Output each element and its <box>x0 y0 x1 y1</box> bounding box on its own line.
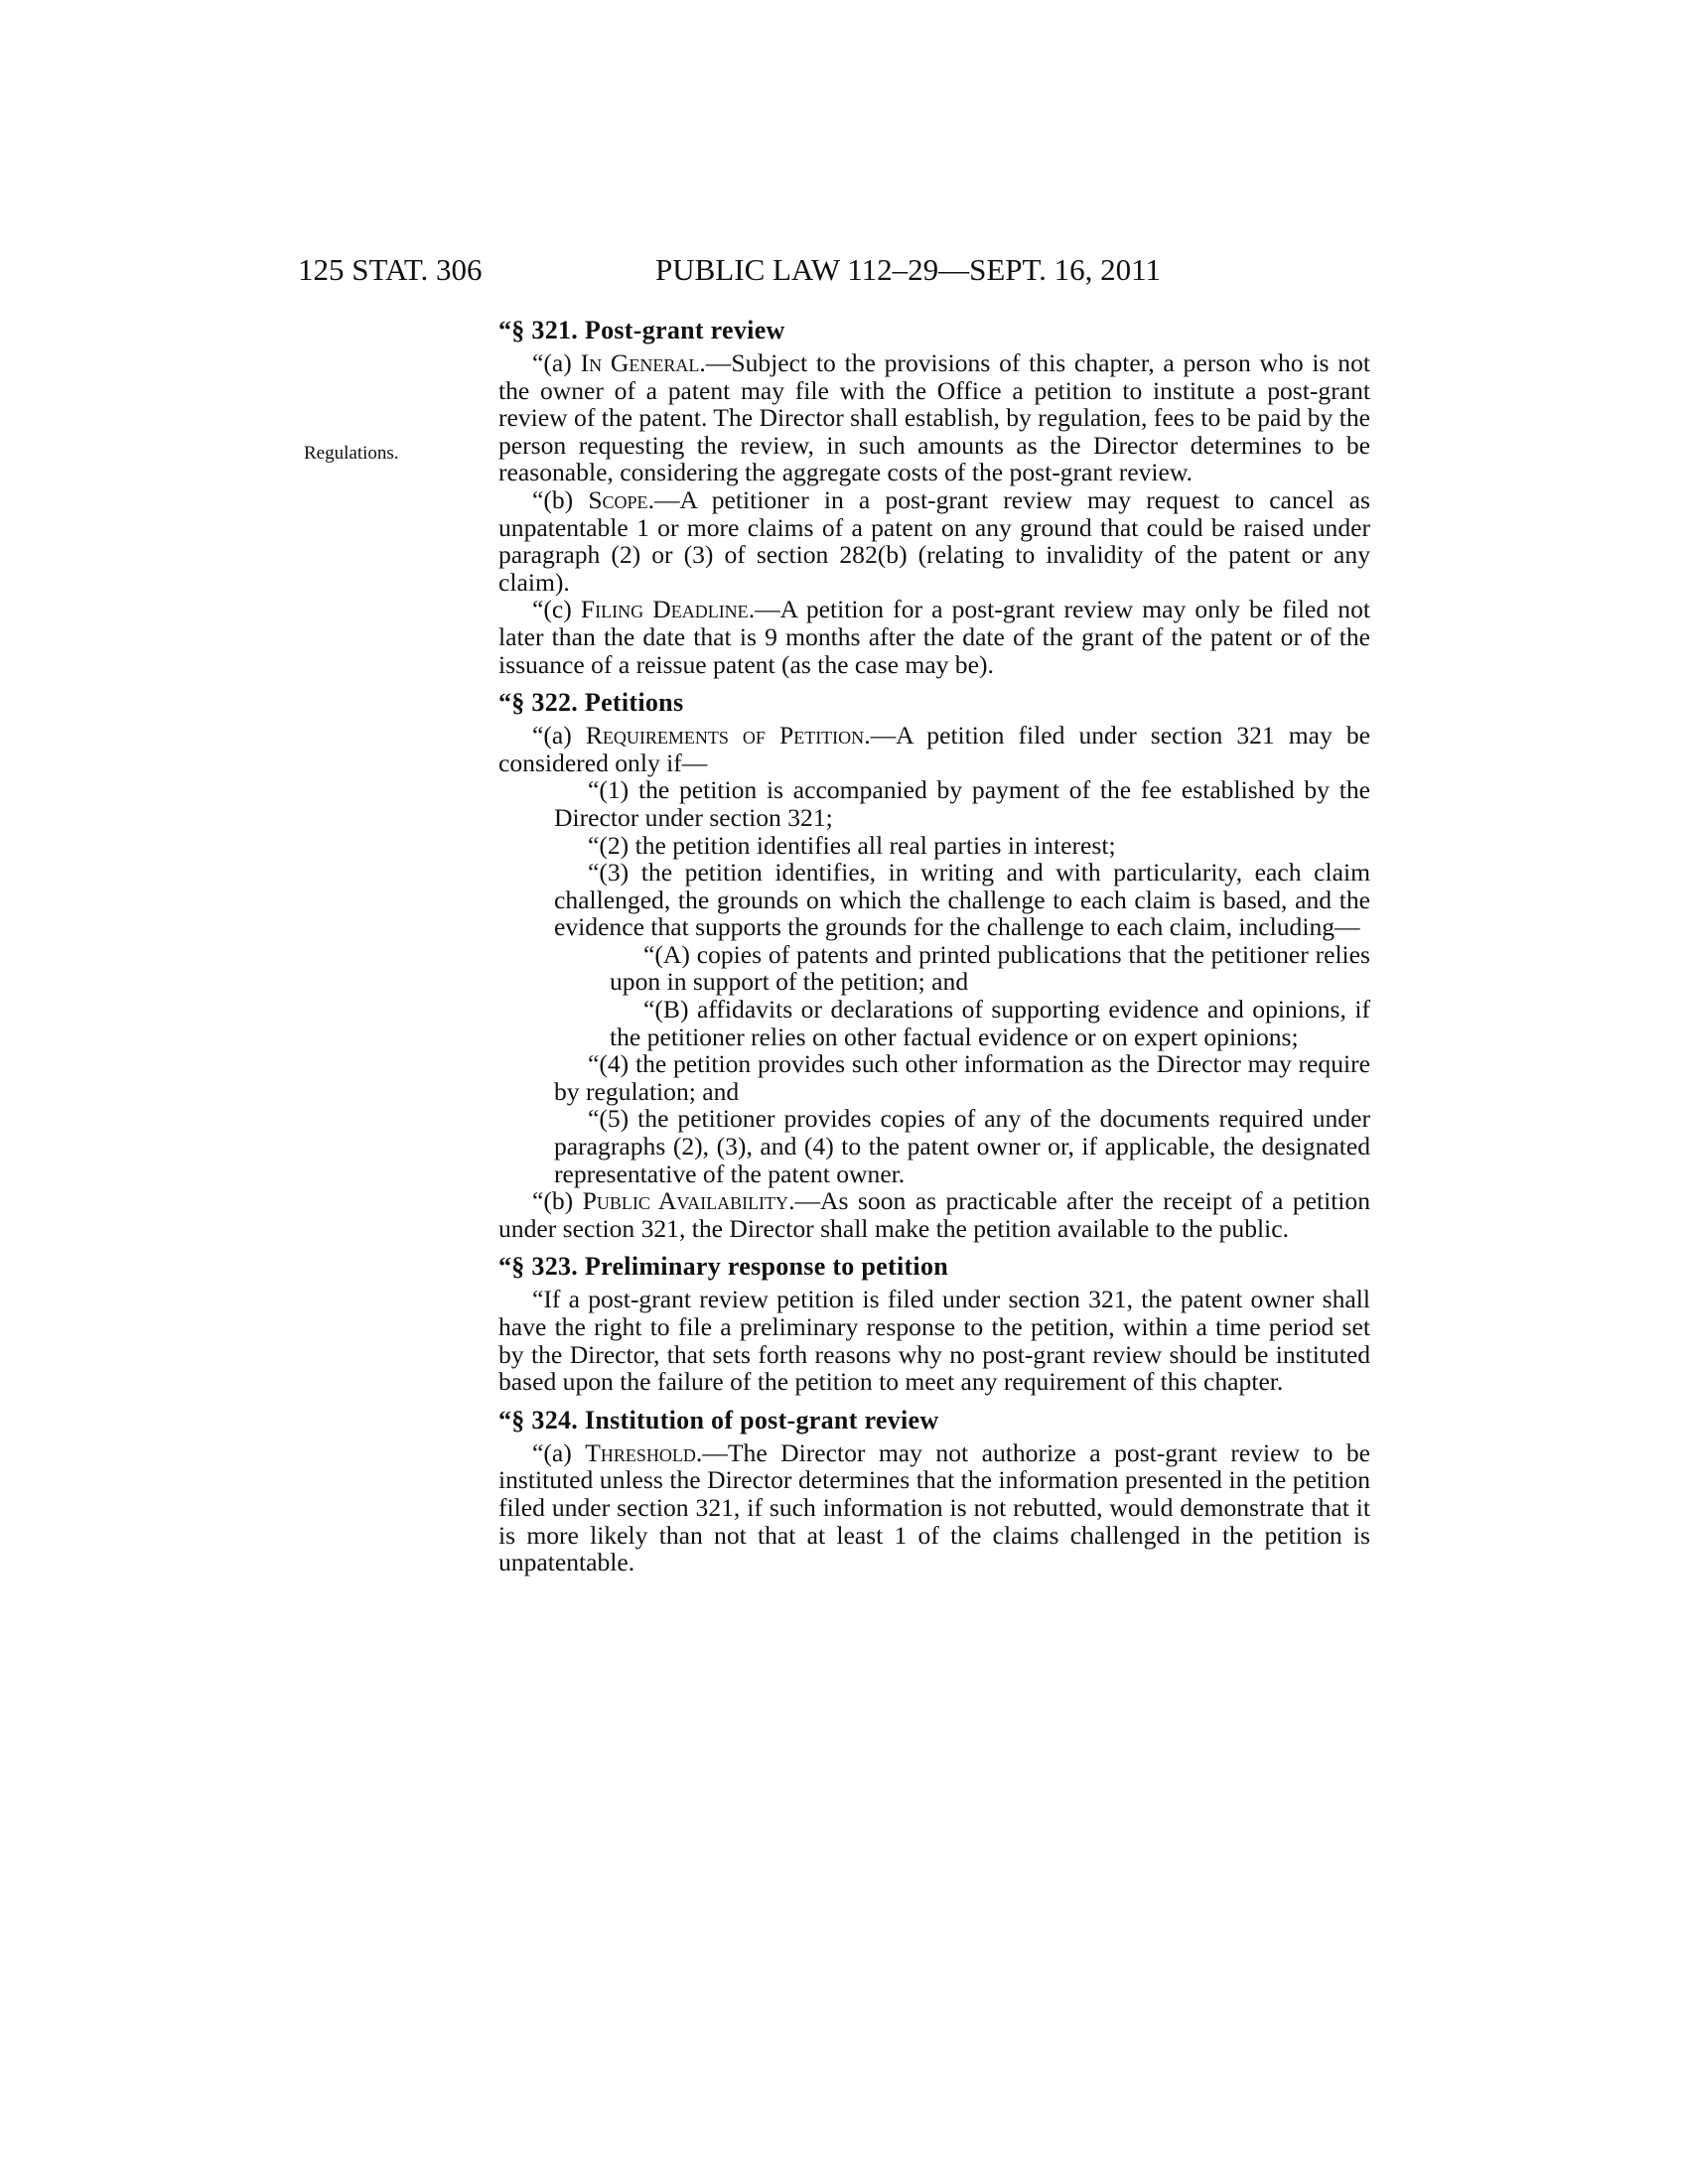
caption-filing-deadline: Filing Deadline <box>580 595 749 624</box>
section-322-a-3-B: “(B) affidavits or declarations of supporting evidence and opinions, if the petitioner relies on other factual evidence or on expert opinions; <box>610 995 1370 1051</box>
section-322-a-4: “(4) the petition provides such other information as the Director may require by regulation; and <box>554 1049 1370 1106</box>
section-321-c: “(c) Filing Deadline.—A petition for a post-grant review may only be filed not later than the date that is 9 months after the date of the grant of the patent or of the issuance of a reissue patent (as the case may be). <box>498 595 1371 679</box>
section-324-a: “(a) Threshold.—The Director may not authorize a post-grant review to be instituted unless the Director determines that the information presented in the petition filed under section 321, if such information is not rebutted, would demonstrate that it is more likely than not that at least 1 of the claims challenged in the petition is unpatentable. <box>498 1437 1371 1577</box>
section-323-heading: “§ 323. Preliminary response to petition <box>498 1252 949 1282</box>
section-322-b: “(b) Public Availability.—As soon as practicable after the receipt of a petition under section 321, the Director shall make the petition available to the public. <box>498 1186 1371 1243</box>
section-322-a-2: “(2) the petition identifies all real parties in interest; <box>588 830 1116 860</box>
statute-page-reference: 125 STAT. 306 <box>298 252 483 287</box>
caption-public-availability: Public Availability <box>582 1186 789 1216</box>
section-322-heading: “§ 322. Petitions <box>498 688 684 718</box>
caption-scope: Scope <box>588 484 648 514</box>
section-322-a-1: “(1) the petition is accompanied by payment of the fee established by the Director under section 321; <box>554 775 1370 832</box>
section-322-a-3: “(3) the petition identifies, in writing and with particularity, each claim challenged, the grounds on which the challenge to each claim is based, and the evidence that supports the grounds for the challenge to each claim, including— <box>554 858 1370 942</box>
caption-in-general: In General <box>580 348 700 377</box>
section-323-text: “If a post-grant review petition is filed under section 321, the patent owner shall have the right to file a preliminary response to the petition, within a time period set by the Director, that sets forth reasons why no post-grant review should be instituted based upon the failure of the petition to meet any requirement of this chapter. <box>498 1285 1370 1397</box>
section-321-heading: “§ 321. Post-grant review <box>498 316 785 344</box>
running-header <box>298 250 1370 290</box>
section-322-a-5: “(5) the petitioner provides copies of any of the documents required under paragraphs (2), (3), and (4) to the patent owner or, if applicable, the designated representative of the patent owner. <box>554 1104 1370 1188</box>
caption-threshold: Threshold <box>585 1437 696 1467</box>
section-321-b: “(b) Scope.—A petitioner in a post-grant review may request to cancel as unpatentable 1 or more claims of a patent on any ground that could be raised under paragraph (2) or (3) of section 282(b) (relating to invalidity of the patent or any claim). <box>498 484 1370 597</box>
caption-requirements-of-petition: Requirements of Petition <box>585 721 865 751</box>
public-law-citation: PUBLIC LAW 112–29—SEPT. 16, 2011 <box>655 252 1162 287</box>
section-322-a-3-A: “(A) copies of patents and printed publications that the petitioner relies upon in support of the petition; and <box>610 939 1370 997</box>
section-322-a: “(a) Requirements of Petition.—A petition filed under section 321 may be considered only if— <box>498 721 1371 777</box>
section-321-a: “(a) In General.—Subject to the provisions of this chapter, a person who is not the owner of a patent may file with the Office a petition to institute a post-grant review of the patent. The Director shall establish, by regulation, fees to be paid by the person requesting the review, in such amounts as the Director determines to be reasonable, considering the aggregate costs of the post-grant review. <box>498 348 1370 487</box>
section-324-heading: “§ 324. Institution of post-grant review <box>498 1405 939 1434</box>
margin-note-regulations: Regulations. <box>304 443 399 464</box>
statute-body <box>498 316 1370 1576</box>
